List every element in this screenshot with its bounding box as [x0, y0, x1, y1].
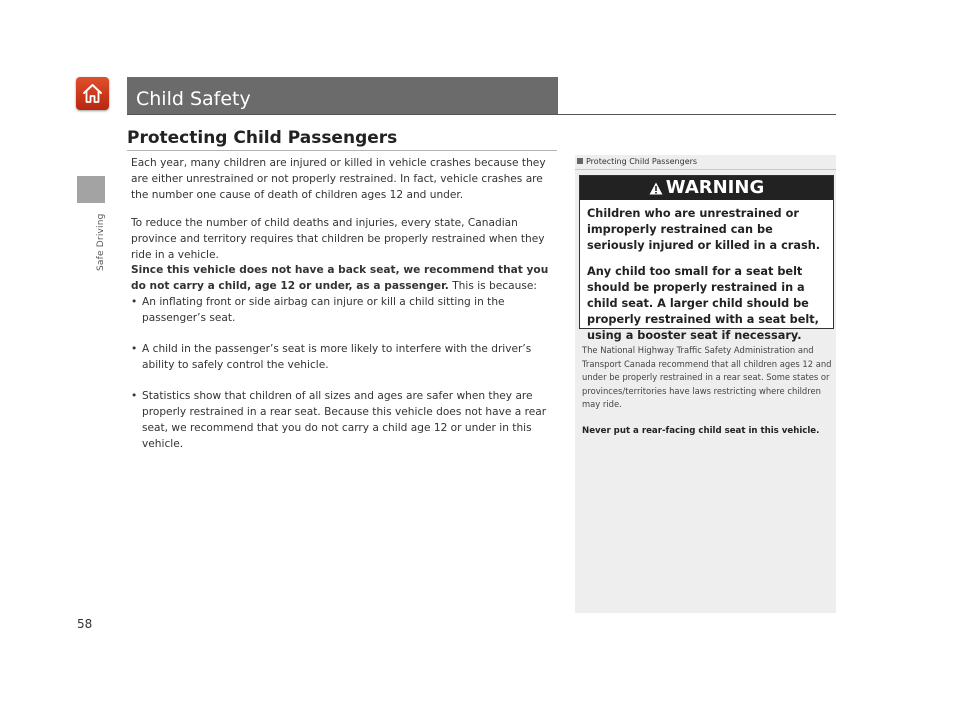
list-item — [131, 294, 561, 326]
list-item-text: A child in the passenger’s seat is more likely to interfere with the driver’s ability to safely control the vehicle. — [142, 343, 532, 371]
note-header-text: Protecting Child Passengers — [586, 157, 698, 166]
warning-label: WARNING — [665, 177, 765, 198]
note-marker-icon — [577, 158, 583, 164]
bullet-marker: • — [131, 296, 138, 308]
side-note-panel — [575, 155, 836, 613]
home-icon — [81, 82, 104, 105]
home-button[interactable] — [76, 77, 109, 110]
chapter-title: Child Safety — [136, 88, 251, 110]
bullet-marker: • — [131, 343, 138, 355]
header-divider — [127, 114, 836, 115]
chapter-header — [127, 77, 558, 114]
note-body: The National Highway Traffic Safety Administration and Transport Canada recommend that all children ages 12 and under be properly restrained in a rear seat. Some states or provinces/territories have laws restricting where children may ride. — [582, 345, 832, 409]
warning-text: Children who are unrestrained or improperly restrained can be seriously injured or killed in a crash. — [587, 207, 821, 252]
warning-header — [580, 176, 833, 200]
paragraph: To reduce the number of child deaths and injuries, every state, Canadian province and territory requires that children be properly restrained when they ride in a vehicle. — [131, 217, 545, 261]
section-divider — [127, 150, 557, 151]
paragraph: Each year, many children are injured or killed in vehicle crashes because they are either unrestrained or not properly restrained. In fact, vehicle crashes are the number one cause of death of children ages 12 and under. — [131, 157, 546, 201]
warning-box — [579, 175, 834, 342]
note-header — [575, 155, 836, 170]
note-bold-text: Never put a rear-facing child seat in this vehicle. — [582, 426, 820, 436]
bullet-marker: • — [131, 390, 138, 402]
recommendation-rest: This is because: — [448, 280, 537, 292]
list-item-text: Statistics show that children of all sizes and ages are safer when they are properly restrained in a rear seat. Because this vehicle does not have a rear seat, we recommend that you do not carry a child age 12 or under in this vehicle. — [142, 390, 547, 450]
sidebar-section-label: Safe Driving — [96, 213, 106, 271]
warning-text: Any child too small for a seat belt should be properly restrained in a child seat. A larger child should be properly restrained with a seat belt, using a booster seat if necessary. — [587, 265, 819, 342]
section-title: Protecting Child Passengers — [127, 128, 398, 148]
sidebar-tab[interactable] — [77, 176, 105, 203]
page-number: 58 — [77, 617, 93, 631]
paragraph-recommendation — [131, 262, 561, 294]
recommendation-bold: Since this vehicle does not have a back seat, we recommend that you do not carry a child, age 12 or under, as a passenger. — [131, 264, 549, 292]
list-item — [131, 341, 561, 373]
list-item-text: An inflating front or side airbag can injure or kill a child sitting in the passenger’s seat. — [142, 296, 505, 324]
list-item — [131, 388, 561, 452]
warning-triangle-icon — [649, 178, 663, 202]
